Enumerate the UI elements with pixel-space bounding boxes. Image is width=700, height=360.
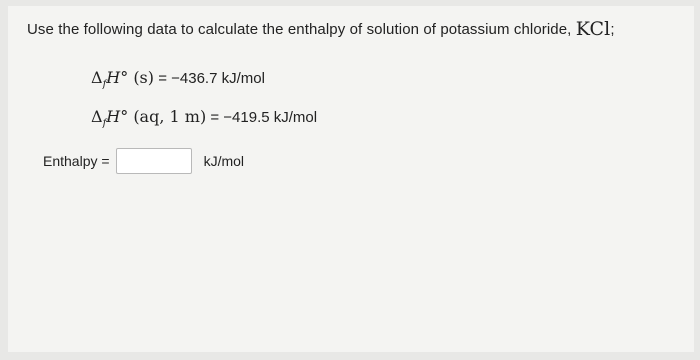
state-label: (s) [133, 68, 155, 87]
question-prompt [27, 18, 615, 40]
question-panel [8, 6, 694, 352]
answer-row [43, 144, 244, 178]
delta-f-h-symbol: $\Delta_fH^\circ$ (s) [91, 68, 155, 91]
enthalpy-formation-aqueous [91, 107, 317, 129]
compound-formula: KCl [575, 18, 611, 40]
state-label: (aq, 1 m) [133, 107, 207, 126]
delta-f-h-symbol: $\Delta_fH^\circ$ (aq, 1 m) [91, 107, 207, 130]
enthalpy-value: −419.5 kJ/mol [223, 109, 318, 126]
unit-label: kJ/mol [203, 153, 245, 169]
enthalpy-answer-input[interactable] [116, 148, 192, 174]
equals-sign: = [158, 70, 167, 87]
enthalpy-formation-solid [91, 68, 265, 90]
question-text: Use the following data to calculate the enthalpy of solution of potassium chloride, [27, 21, 572, 38]
question-punctuation: ; [610, 21, 615, 38]
equals-sign: = [210, 109, 220, 126]
enthalpy-label: Enthalpy = [43, 153, 110, 169]
enthalpy-value: −436.7 kJ/mol [171, 70, 265, 87]
